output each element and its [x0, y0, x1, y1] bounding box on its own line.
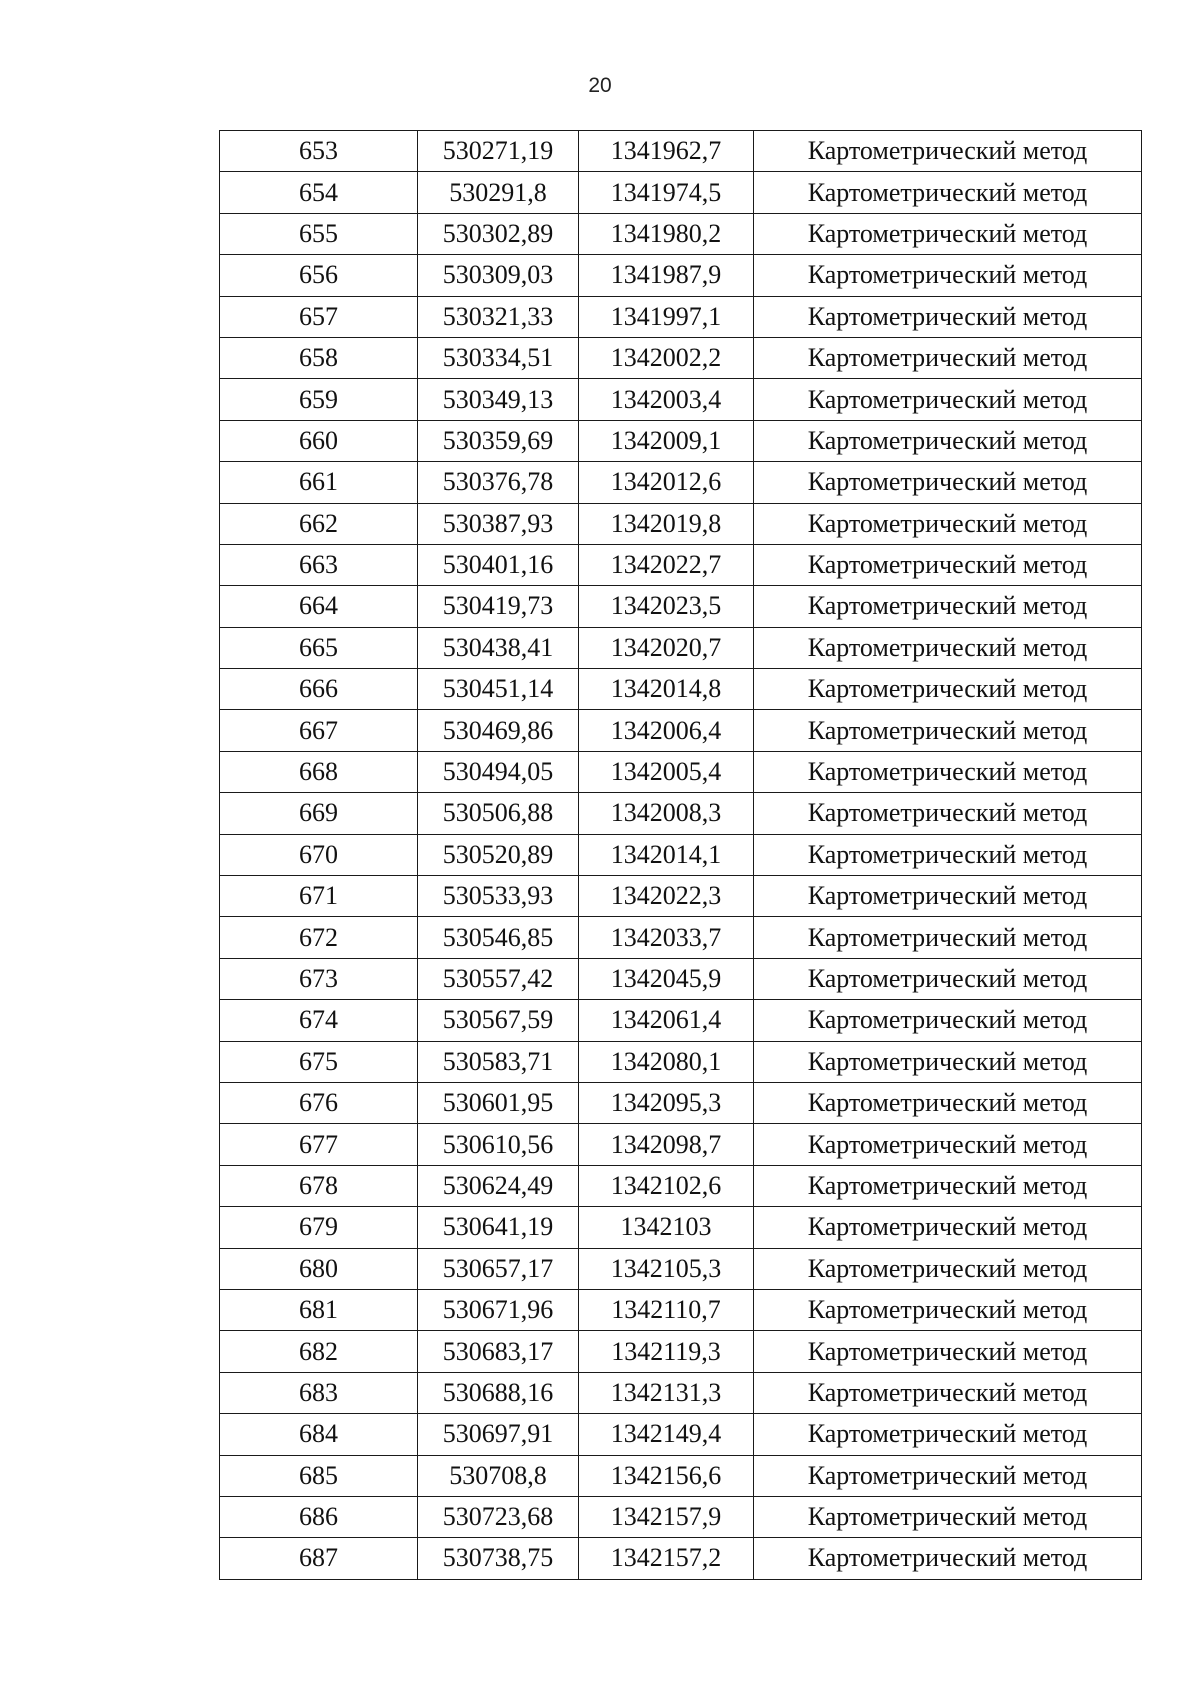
y-coordinate-cell: 1342023,5	[579, 586, 754, 627]
x-coordinate-cell: 530309,03	[418, 255, 579, 296]
point-number-cell: 677	[220, 1124, 418, 1165]
point-number-cell: 653	[220, 131, 418, 172]
y-coordinate-cell: 1341997,1	[579, 296, 754, 337]
y-coordinate-cell: 1342149,4	[579, 1414, 754, 1455]
y-coordinate-cell: 1342102,6	[579, 1165, 754, 1206]
x-coordinate-cell: 530601,95	[418, 1082, 579, 1123]
x-coordinate-cell: 530688,16	[418, 1372, 579, 1413]
y-coordinate-cell: 1342020,7	[579, 627, 754, 668]
method-cell: Картометрический метод	[754, 917, 1142, 958]
y-coordinate-cell: 1342119,3	[579, 1331, 754, 1372]
y-coordinate-cell: 1342022,7	[579, 544, 754, 585]
page-number: 20	[588, 74, 612, 97]
y-coordinate-cell: 1342033,7	[579, 917, 754, 958]
table-row	[220, 793, 1142, 834]
point-number-cell: 686	[220, 1496, 418, 1537]
point-number-cell: 660	[220, 420, 418, 461]
point-number-cell: 667	[220, 710, 418, 751]
x-coordinate-cell: 530438,41	[418, 627, 579, 668]
method-cell: Картометрический метод	[754, 586, 1142, 627]
table-row	[220, 1124, 1142, 1165]
method-cell: Картометрический метод	[754, 958, 1142, 999]
point-number-cell: 661	[220, 462, 418, 503]
x-coordinate-cell: 530494,05	[418, 751, 579, 792]
method-cell: Картометрический метод	[754, 544, 1142, 585]
x-coordinate-cell: 530387,93	[418, 503, 579, 544]
method-cell: Картометрический метод	[754, 255, 1142, 296]
table-row	[220, 1496, 1142, 1537]
y-coordinate-cell: 1342080,1	[579, 1041, 754, 1082]
x-coordinate-cell: 530271,19	[418, 131, 579, 172]
y-coordinate-cell: 1342008,3	[579, 793, 754, 834]
y-coordinate-cell: 1342003,4	[579, 379, 754, 420]
table-row	[220, 710, 1142, 751]
table-row	[220, 1372, 1142, 1413]
method-cell: Картометрический метод	[754, 1165, 1142, 1206]
point-number-cell: 658	[220, 337, 418, 378]
x-coordinate-cell: 530469,86	[418, 710, 579, 751]
x-coordinate-cell: 530610,56	[418, 1124, 579, 1165]
point-number-cell: 680	[220, 1248, 418, 1289]
x-coordinate-cell: 530738,75	[418, 1538, 579, 1579]
method-cell: Картометрический метод	[754, 1331, 1142, 1372]
x-coordinate-cell: 530506,88	[418, 793, 579, 834]
y-coordinate-cell: 1341974,5	[579, 172, 754, 213]
x-coordinate-cell: 530583,71	[418, 1041, 579, 1082]
method-cell: Картометрический метод	[754, 131, 1142, 172]
point-number-cell: 656	[220, 255, 418, 296]
y-coordinate-cell: 1342002,2	[579, 337, 754, 378]
y-coordinate-cell: 1342061,4	[579, 1000, 754, 1041]
point-number-cell: 664	[220, 586, 418, 627]
x-coordinate-cell: 530376,78	[418, 462, 579, 503]
table-row	[220, 213, 1142, 254]
method-cell: Картометрический метод	[754, 296, 1142, 337]
table-row	[220, 1082, 1142, 1123]
method-cell: Картометрический метод	[754, 172, 1142, 213]
method-cell: Картометрический метод	[754, 1372, 1142, 1413]
point-number-cell: 657	[220, 296, 418, 337]
method-cell: Картометрический метод	[754, 213, 1142, 254]
y-coordinate-cell: 1342131,3	[579, 1372, 754, 1413]
y-coordinate-cell: 1342006,4	[579, 710, 754, 751]
table-row	[220, 1000, 1142, 1041]
coordinates-table-body	[220, 131, 1142, 1580]
method-cell: Картометрический метод	[754, 669, 1142, 710]
x-coordinate-cell: 530641,19	[418, 1207, 579, 1248]
y-coordinate-cell: 1342157,9	[579, 1496, 754, 1537]
method-cell: Картометрический метод	[754, 1455, 1142, 1496]
table-row	[220, 172, 1142, 213]
x-coordinate-cell: 530302,89	[418, 213, 579, 254]
x-coordinate-cell: 530359,69	[418, 420, 579, 461]
table-row	[220, 462, 1142, 503]
table-row	[220, 337, 1142, 378]
x-coordinate-cell: 530321,33	[418, 296, 579, 337]
method-cell: Картометрический метод	[754, 379, 1142, 420]
x-coordinate-cell: 530567,59	[418, 1000, 579, 1041]
method-cell: Картометрический метод	[754, 1000, 1142, 1041]
table-row	[220, 1041, 1142, 1082]
method-cell: Картометрический метод	[754, 876, 1142, 917]
point-number-cell: 687	[220, 1538, 418, 1579]
x-coordinate-cell: 530657,17	[418, 1248, 579, 1289]
method-cell: Картометрический метод	[754, 1496, 1142, 1537]
x-coordinate-cell: 530451,14	[418, 669, 579, 710]
x-coordinate-cell: 530708,8	[418, 1455, 579, 1496]
point-number-cell: 669	[220, 793, 418, 834]
coordinates-table	[219, 130, 1142, 1580]
table-row	[220, 1207, 1142, 1248]
point-number-cell: 670	[220, 834, 418, 875]
point-number-cell: 655	[220, 213, 418, 254]
point-number-cell: 666	[220, 669, 418, 710]
y-coordinate-cell: 1342045,9	[579, 958, 754, 999]
point-number-cell: 668	[220, 751, 418, 792]
table-row	[220, 751, 1142, 792]
table-row	[220, 627, 1142, 668]
y-coordinate-cell: 1342157,2	[579, 1538, 754, 1579]
table-row	[220, 834, 1142, 875]
table-row	[220, 876, 1142, 917]
table-row	[220, 958, 1142, 999]
y-coordinate-cell: 1342156,6	[579, 1455, 754, 1496]
x-coordinate-cell: 530624,49	[418, 1165, 579, 1206]
point-number-cell: 679	[220, 1207, 418, 1248]
point-number-cell: 683	[220, 1372, 418, 1413]
method-cell: Картометрический метод	[754, 1041, 1142, 1082]
y-coordinate-cell: 1342014,1	[579, 834, 754, 875]
table-row	[220, 1455, 1142, 1496]
table-row	[220, 917, 1142, 958]
table-row	[220, 379, 1142, 420]
method-cell: Картометрический метод	[754, 834, 1142, 875]
x-coordinate-cell: 530533,93	[418, 876, 579, 917]
y-coordinate-cell: 1342105,3	[579, 1248, 754, 1289]
table-row	[220, 131, 1142, 172]
point-number-cell: 662	[220, 503, 418, 544]
point-number-cell: 681	[220, 1289, 418, 1330]
x-coordinate-cell: 530520,89	[418, 834, 579, 875]
method-cell: Картометрический метод	[754, 462, 1142, 503]
x-coordinate-cell: 530349,13	[418, 379, 579, 420]
x-coordinate-cell: 530401,16	[418, 544, 579, 585]
x-coordinate-cell: 530697,91	[418, 1414, 579, 1455]
table-row	[220, 255, 1142, 296]
method-cell: Картометрический метод	[754, 1207, 1142, 1248]
method-cell: Картометрический метод	[754, 1248, 1142, 1289]
table-row	[220, 586, 1142, 627]
point-number-cell: 684	[220, 1414, 418, 1455]
x-coordinate-cell: 530419,73	[418, 586, 579, 627]
point-number-cell: 678	[220, 1165, 418, 1206]
x-coordinate-cell: 530723,68	[418, 1496, 579, 1537]
point-number-cell: 674	[220, 1000, 418, 1041]
y-coordinate-cell: 1341962,7	[579, 131, 754, 172]
point-number-cell: 682	[220, 1331, 418, 1372]
y-coordinate-cell: 1342095,3	[579, 1082, 754, 1123]
y-coordinate-cell: 1342012,6	[579, 462, 754, 503]
table-row	[220, 296, 1142, 337]
table-row	[220, 1289, 1142, 1330]
table-row	[220, 1331, 1142, 1372]
x-coordinate-cell: 530557,42	[418, 958, 579, 999]
y-coordinate-cell: 1342005,4	[579, 751, 754, 792]
method-cell: Картометрический метод	[754, 503, 1142, 544]
table-row	[220, 1414, 1142, 1455]
table-row	[220, 1538, 1142, 1579]
method-cell: Картометрический метод	[754, 710, 1142, 751]
x-coordinate-cell: 530334,51	[418, 337, 579, 378]
method-cell: Картометрический метод	[754, 1414, 1142, 1455]
x-coordinate-cell: 530671,96	[418, 1289, 579, 1330]
y-coordinate-cell: 1342110,7	[579, 1289, 754, 1330]
table-row	[220, 420, 1142, 461]
table-row	[220, 669, 1142, 710]
point-number-cell: 676	[220, 1082, 418, 1123]
method-cell: Картометрический метод	[754, 1289, 1142, 1330]
method-cell: Картометрический метод	[754, 1538, 1142, 1579]
point-number-cell: 673	[220, 958, 418, 999]
method-cell: Картометрический метод	[754, 420, 1142, 461]
x-coordinate-cell: 530683,17	[418, 1331, 579, 1372]
y-coordinate-cell: 1341980,2	[579, 213, 754, 254]
y-coordinate-cell: 1342014,8	[579, 669, 754, 710]
y-coordinate-cell: 1341987,9	[579, 255, 754, 296]
point-number-cell: 659	[220, 379, 418, 420]
point-number-cell: 685	[220, 1455, 418, 1496]
point-number-cell: 665	[220, 627, 418, 668]
method-cell: Картометрический метод	[754, 793, 1142, 834]
table-row	[220, 544, 1142, 585]
point-number-cell: 663	[220, 544, 418, 585]
x-coordinate-cell: 530291,8	[418, 172, 579, 213]
table-row	[220, 503, 1142, 544]
point-number-cell: 672	[220, 917, 418, 958]
y-coordinate-cell: 1342019,8	[579, 503, 754, 544]
table-row	[220, 1165, 1142, 1206]
point-number-cell: 654	[220, 172, 418, 213]
method-cell: Картометрический метод	[754, 751, 1142, 792]
point-number-cell: 671	[220, 876, 418, 917]
method-cell: Картометрический метод	[754, 337, 1142, 378]
table-row	[220, 1248, 1142, 1289]
method-cell: Картометрический метод	[754, 1124, 1142, 1165]
point-number-cell: 675	[220, 1041, 418, 1082]
y-coordinate-cell: 1342022,3	[579, 876, 754, 917]
y-coordinate-cell: 1342103	[579, 1207, 754, 1248]
method-cell: Картометрический метод	[754, 1082, 1142, 1123]
x-coordinate-cell: 530546,85	[418, 917, 579, 958]
method-cell: Картометрический метод	[754, 627, 1142, 668]
y-coordinate-cell: 1342098,7	[579, 1124, 754, 1165]
y-coordinate-cell: 1342009,1	[579, 420, 754, 461]
